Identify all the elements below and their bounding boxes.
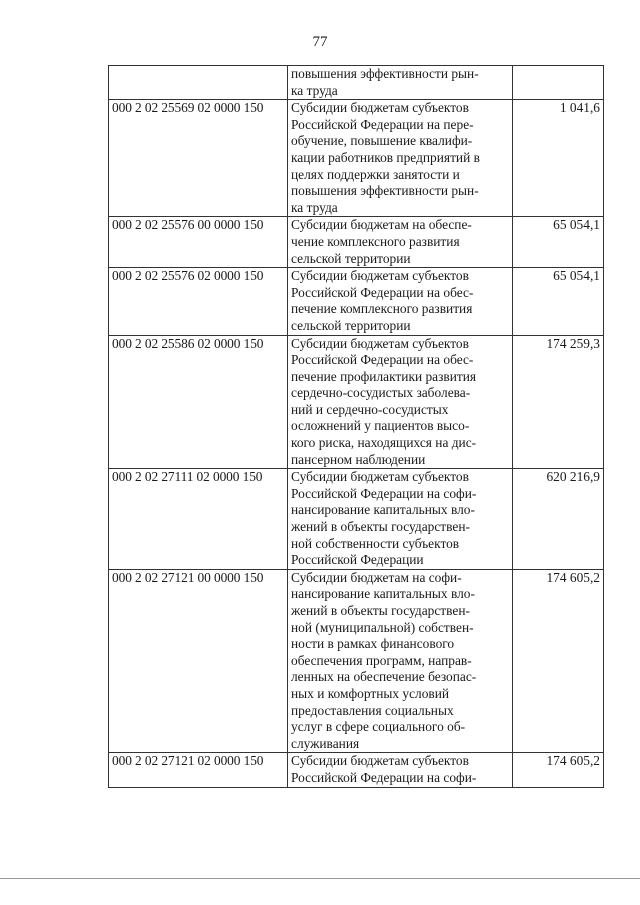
table-row [109, 569, 604, 753]
budget-code-cell: 000 2 02 27121 00 0000 150 [109, 569, 288, 753]
table-row [109, 469, 604, 570]
budget-code-cell: 000 2 02 25576 02 0000 150 [109, 268, 288, 335]
amount-cell: 174 605,2 [513, 569, 604, 753]
description-cell: Субсидии бюджетам на софи- нансирование капитальных вло- жений в объекты государствен- ной (муниципальной) собствен- ности в рамках финансового обеспечения программ, направ- ленных на обеспечение безопас- ных и комфортных условий предоставления социальных услуг в сфере социального об- служивания [288, 569, 513, 753]
description-cell: Субсидии бюджетам субъектов Российской Федерации на обес- печение комплексного развития сельской территории [288, 268, 513, 335]
description-cell: Субсидии бюджетам субъектов Российской Федерации на софи- нансирование капитальных вло- жений в объекты государствен- ной собственности субъектов Российской Федерации [288, 469, 513, 570]
description-cell: Субсидии бюджетам субъектов Российской Федерации на обес- печение профилактики развития сердечно-сосудистых заболева- ний и сердечно-сосудистых осложнений у пациентов высо- кого риска, находящихся на дис- пансерном наблюдении [288, 335, 513, 469]
budget-table [108, 65, 604, 788]
amount-cell: 1 041,6 [513, 100, 604, 217]
amount-cell: 174 259,3 [513, 335, 604, 469]
description-cell: Субсидии бюджетам субъектов Российской Федерации на софи- [288, 753, 513, 787]
amount-cell: 174 605,2 [513, 753, 604, 787]
table-row [109, 66, 604, 100]
budget-code-cell [109, 66, 288, 100]
budget-code-cell: 000 2 02 25586 02 0000 150 [109, 335, 288, 469]
amount-cell: 65 054,1 [513, 217, 604, 268]
scan-edge-divider [0, 878, 640, 879]
amount-cell: 620 216,9 [513, 469, 604, 570]
description-cell: Субсидии бюджетам субъектов Российской Федерации на пере- обучение, повышение квалифи- кации работников предприятий в целях поддержки занятости и повышения эффективности рын- ка труда [288, 100, 513, 217]
page-number: 77 [312, 34, 328, 50]
table-row [109, 753, 604, 787]
description-cell: повышения эффективности рын- ка труда [288, 66, 513, 100]
budget-code-cell: 000 2 02 25576 00 0000 150 [109, 217, 288, 268]
amount-cell [513, 66, 604, 100]
table-row [109, 100, 604, 217]
budget-code-cell: 000 2 02 27121 02 0000 150 [109, 753, 288, 787]
amount-cell: 65 054,1 [513, 268, 604, 335]
budget-code-cell: 000 2 02 25569 02 0000 150 [109, 100, 288, 217]
description-cell: Субсидии бюджетам на обеспе- чение комплексного развития сельской территории [288, 217, 513, 268]
budget-code-cell: 000 2 02 27111 02 0000 150 [109, 469, 288, 570]
table-row [109, 217, 604, 268]
table-row [109, 335, 604, 469]
table-row [109, 268, 604, 335]
